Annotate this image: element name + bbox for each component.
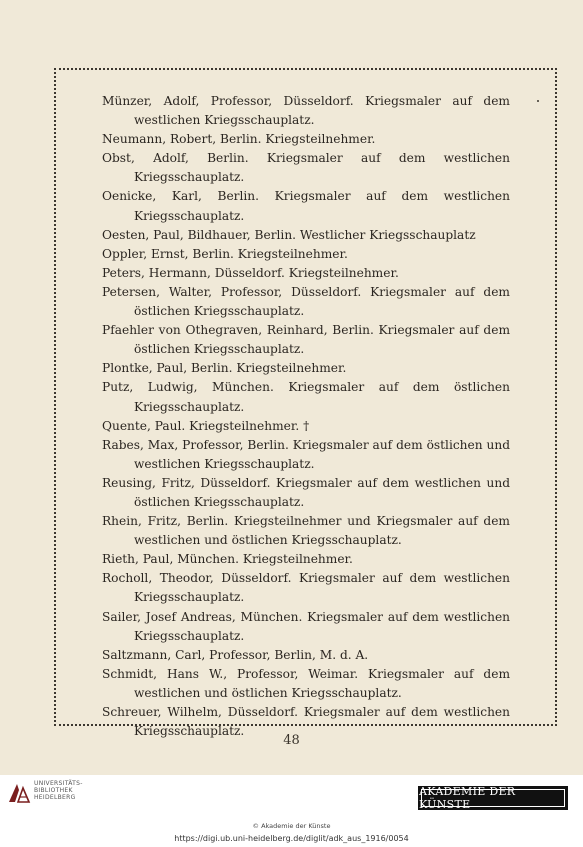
ink-speck <box>537 100 539 102</box>
list-entry: Rhein, Fritz, Berlin. Kriegsteilnehmer und Kriegsmaler auf dem westlichen und östlichen Kriegsschauplatz. <box>102 514 510 548</box>
list-entry: Schmidt, Hans W., Professor, Weimar. Kriegsmaler auf dem westlichen und östlichen Kriegsschauplatz. <box>102 666 510 700</box>
library-name-line: BIBLIOTHEK <box>34 787 73 795</box>
list-entry: Obst, Adolf, Berlin. Kriegsmaler auf dem westlichen Kriegsschauplatz. <box>102 151 510 185</box>
library-name <box>34 780 83 802</box>
list-entry: Münzer, Adolf, Professor, Düsseldorf. Kriegsmaler auf dem westlichen Kriegsschauplatz. <box>102 94 510 128</box>
document-url-link[interactable]: https://digi.ub.uni-heidelberg.de/diglit/adk_aus_1916/0054 <box>174 834 409 843</box>
list-entry: Petersen, Walter, Professor, Düsseldorf. Kriegsmaler auf dem östlichen Kriegsschauplatz. <box>102 284 510 319</box>
list-entry: Saltzmann, Carl, Professor, Berlin, M. d. A. <box>102 647 369 662</box>
list-entry: Rocholl, Theodor, Düsseldorf. Kriegsmaler auf dem westlichen Kriegsschauplatz. <box>102 571 510 605</box>
list-entry: Reusing, Fritz, Düsseldorf. Kriegsmaler auf dem westlichen und östlichen Kriegsschauplatz. <box>102 475 510 509</box>
university-seal-icon <box>6 780 32 806</box>
copyright-notice: © Akademie der Künste <box>252 822 331 830</box>
list-entry: Peters, Hermann, Düsseldorf. Kriegsteilnehmer. <box>102 265 399 280</box>
list-entry: Plontke, Paul, Berlin. Kriegsteilnehmer. <box>102 361 347 376</box>
list-entry: Quente, Paul. Kriegsteilnehmer. † <box>102 418 310 433</box>
list-entry: Rabes, Max, Professor, Berlin. Kriegsmaler auf dem östlichen und westlichen Kriegsschauplatz. <box>102 437 510 471</box>
akademie-logo-badge[interactable]: AKADEMIE DER KÜNSTE <box>418 786 568 810</box>
list-entry: Pfaehler von Othegraven, Reinhard, Berlin. Kriegsmaler auf dem östlichen Kriegsschauplatz. <box>102 323 510 357</box>
list-entry: Neumann, Robert, Berlin. Kriegsteilnehmer. <box>102 132 376 147</box>
library-name-line: HEIDELBERG <box>34 794 76 802</box>
list-entry: Schreuer, Wilhelm, Düsseldorf. Kriegsmaler auf dem westlichen Kriegsschauplatz. <box>102 705 510 739</box>
artist-list <box>102 92 510 741</box>
list-entry: Oesten, Paul, Bildhauer, Berlin. Westlicher Kriegsschauplatz <box>102 227 476 242</box>
page-number: 48 <box>283 733 300 748</box>
list-entry: Oppler, Ernst, Berlin. Kriegsteilnehmer. <box>102 246 348 261</box>
list-entry: Rieth, Paul, München. Kriegsteilnehmer. <box>102 552 353 567</box>
list-entry: Oenicke, Karl, Berlin. Kriegsmaler auf dem westlichen Kriegsschauplatz. <box>102 189 510 223</box>
list-entry: Putz, Ludwig, München. Kriegsmaler auf dem östlichen Kriegsschauplatz. <box>102 380 510 414</box>
library-name-line: UNIVERSITÄTS- <box>34 780 83 787</box>
list-entry: Sailer, Josef Andreas, München. Kriegsmaler auf dem westlichen Kriegsschauplatz. <box>102 609 510 643</box>
